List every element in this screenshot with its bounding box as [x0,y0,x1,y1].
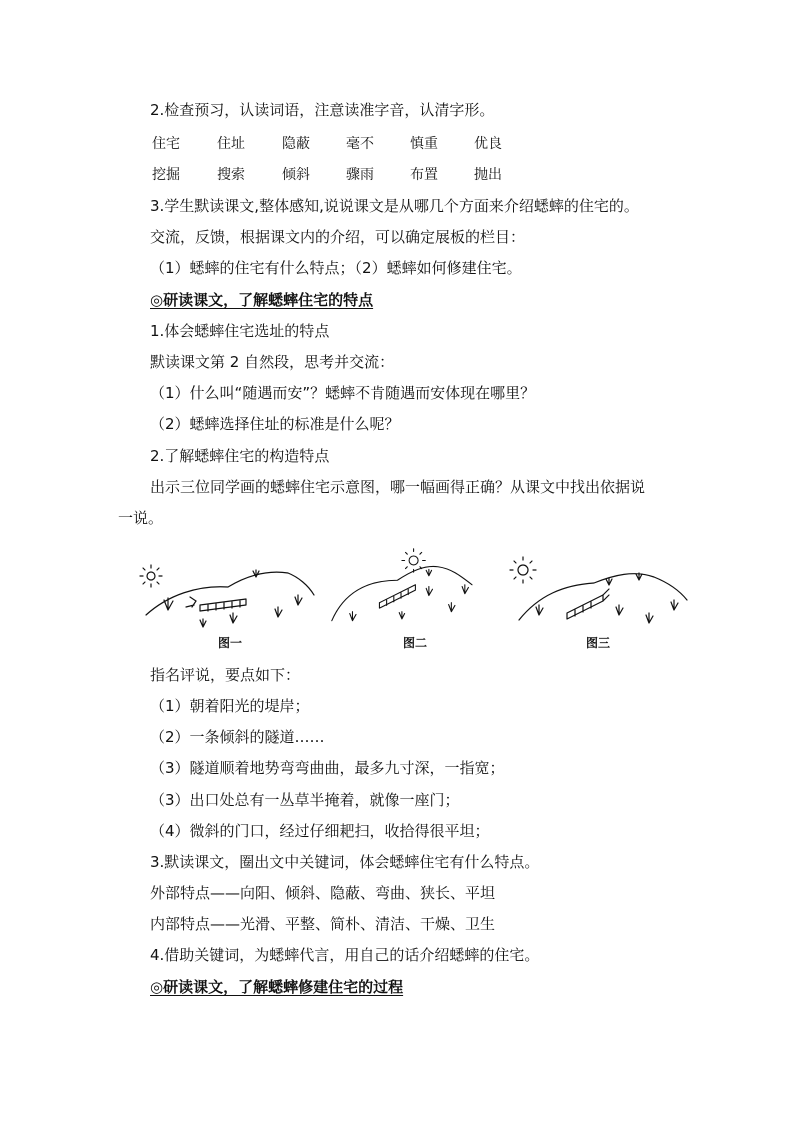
text-line-question-1: （1）什么叫“随遇而安”？蟋蟀不肯随遇而安体现在哪里？ [150,384,536,402]
vocab-word: 隐蔽 [282,136,310,152]
figure-2-drawing [330,535,490,630]
vocab-word: 骤雨 [346,167,374,183]
text-line-point-4: （4）微斜的门口，经过仔细耙扫，收拾得很平坦； [150,822,490,840]
figure-3-drawing [508,535,688,630]
text-line-structure: 2.了解蟋蟀住宅的构造特点 [150,447,330,465]
text-line-read-paragraph: 默读课文第 2 自然段，思考并交流： [150,353,395,371]
text-line-site-selection: 1.体会蟋蟀住宅选址的特点 [150,322,330,340]
text-line-keywords: 3.默读课文，圈出文中关键词，体会蟋蟀住宅有什么特点。 [150,853,540,871]
vocab-word: 倾斜 [282,167,310,183]
text-line-point-3b: （3）出口处总有一丛草半掩着，就像一座门； [150,791,460,809]
vocab-word: 挖掘 [152,167,180,183]
vocab-word: 抛出 [474,167,502,183]
text-line-comment: 指名评说，要点如下： [150,666,301,684]
text-line-question-2: （2）蟋蟀选择住址的标准是什么呢？ [150,415,400,433]
vocab-word: 毫不 [346,136,374,152]
vocab-word: 住宅 [152,136,180,152]
vocab-word: 布置 [410,167,438,183]
text-line-point-3: （3）隧道顺着地势弯弯曲曲，最多九寸深，一指宽； [150,759,505,777]
vocab-word: 慎重 [410,136,438,152]
figure-2-caption: 图二 [402,636,427,650]
vocab-word: 搜索 [217,167,245,183]
section-heading-building: ◎研读课文，了解蟋蟀修建住宅的过程 [150,978,404,996]
text-line-show-drawings: 出示三位同学画的蟋蟀住宅示意图，哪一幅画得正确？从课文中找出依据说 [150,478,646,496]
text-line-internal-features: 内部特点——光滑、平整、简朴、清洁、干燥、卫生 [150,915,496,933]
vocab-word: 住址 [217,136,245,152]
figure-1-caption: 图一 [217,636,242,650]
figure-3-caption: 图三 [585,636,610,650]
text-line-point-2: （2）一条倾斜的隧道…… [150,728,325,746]
vocab-word: 优良 [474,136,502,152]
text-line-point-1: （1）朝着阳光的堤岸； [150,697,310,715]
text-line-feedback: 交流，反馈，根据课文内的介绍，可以确定展板的栏目： [150,228,526,246]
text-line-check-preview: 2.检查预习，认读词语，注意读准字音，认清字形。 [150,101,495,119]
text-line-show-drawings-cont: 一说。 [118,509,164,527]
text-line-silent-reading: 3.学生默读课文,整体感知,说说课文是从哪几个方面来介绍蟋蟀的住宅的。 [150,197,639,215]
section-heading-features: ◎研读课文，了解蟋蟀住宅的特点 [150,291,374,309]
text-line-introduce: 4.借助关键词，为蟋蟀代言，用自己的话介绍蟋蟀的住宅。 [150,946,540,964]
figure-1-drawing [138,535,316,630]
text-line-board-columns: （1）蟋蟀的住宅有什么特点；（2）蟋蟀如何修建住宅。 [150,259,522,277]
text-line-external-features: 外部特点——向阳、倾斜、隐蔽、弯曲、狭长、平坦 [150,884,496,902]
